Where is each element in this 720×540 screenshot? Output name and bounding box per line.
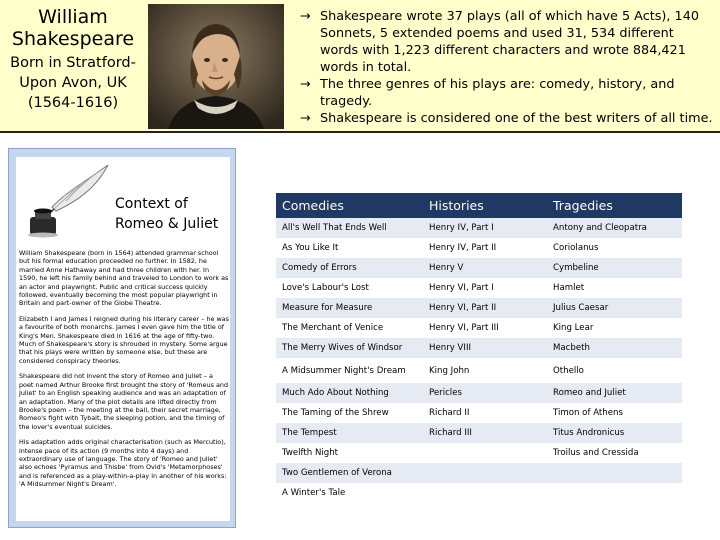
- table-cell: Two Gentlemen of Verona: [276, 463, 423, 483]
- fact-item: [300, 110, 714, 127]
- plays-table-body: [276, 218, 682, 503]
- table-row: [276, 403, 682, 423]
- context-text: [19, 249, 229, 496]
- quill-and-inkwell-icon: [22, 163, 110, 239]
- table-row: [276, 218, 682, 238]
- table-cell: Love's Labour's Lost: [276, 278, 423, 298]
- table-cell: Henry VI, Part I: [423, 278, 547, 298]
- table-cell: The Merry Wives of Windsor: [276, 338, 423, 358]
- birth-line: Born in Stratford-: [10, 55, 136, 71]
- table-cell: Richard III: [423, 423, 547, 443]
- table-cell: Titus Andronicus: [547, 423, 682, 443]
- table-cell: Othello: [547, 358, 682, 383]
- table-cell: The Taming of the Shrew: [276, 403, 423, 423]
- table-cell: The Merchant of Venice: [276, 318, 423, 338]
- context-title-line: Context of: [115, 196, 188, 212]
- table-cell: Pericles: [423, 383, 547, 403]
- column-header-tragedies: Tragedies: [547, 193, 682, 218]
- table-cell: A Midsummer Night's Dream: [276, 358, 423, 383]
- table-row: [276, 258, 682, 278]
- fact-text: The three genres of his plays are: comedy, history, and tragedy.: [320, 77, 675, 109]
- column-header-histories: Histories: [423, 193, 547, 218]
- table-cell: The Tempest: [276, 423, 423, 443]
- table-cell: All's Well That Ends Well: [276, 218, 423, 238]
- arrow-icon: →: [300, 77, 311, 92]
- table-cell: King John: [423, 358, 547, 383]
- arrow-icon: →: [300, 9, 311, 24]
- table-cell: [423, 483, 547, 503]
- table-cell: Timon of Athens: [547, 403, 682, 423]
- plays-table: [276, 193, 682, 503]
- table-cell: [423, 443, 547, 463]
- page-title: [6, 6, 140, 50]
- header-band: [0, 0, 720, 133]
- table-row: [276, 483, 682, 503]
- table-cell: Cymbeline: [547, 258, 682, 278]
- table-row: [276, 278, 682, 298]
- table-row: [276, 338, 682, 358]
- table-cell: Antony and Cleopatra: [547, 218, 682, 238]
- table-cell: Julius Caesar: [547, 298, 682, 318]
- table-cell: King Lear: [547, 318, 682, 338]
- fact-text: Shakespeare is considered one of the best writers of all time.: [320, 111, 713, 126]
- facts-list: [300, 8, 714, 127]
- context-title: [115, 194, 230, 234]
- table-row: [276, 443, 682, 463]
- table-cell: [547, 463, 682, 483]
- table-row: [276, 383, 682, 403]
- context-paragraph: William Shakespeare (born in 1564) attended grammar school but his formal education proceeded no further. In 1582, he married Anne Hathaway and had three children with her. In 1590, he left his family behind and traveled to London to work as an actor and playwright. Public and critical success quickly followed, eventually becoming the most popular playwright in Britain and part-owner of the Globe Theatre.: [19, 249, 229, 308]
- fact-text: Shakespeare wrote 37 plays (all of which have 5 Acts), 140 Sonnets, 5 extended poems and used 31, 534 different words with 1,223 different characters and wrote 884,421 words in total.: [320, 9, 699, 75]
- context-box: [16, 157, 230, 521]
- table-cell: Hamlet: [547, 278, 682, 298]
- birth-line: (1564-1616): [27, 95, 119, 111]
- table-cell: Henry VI, Part III: [423, 318, 547, 338]
- plays-header-row: [276, 193, 682, 218]
- table-row: [276, 298, 682, 318]
- table-cell: Henry V: [423, 258, 547, 278]
- table-row: [276, 358, 682, 383]
- table-cell: A Winter's Tale: [276, 483, 423, 503]
- shakespeare-portrait: [148, 4, 284, 129]
- fact-item: [300, 8, 714, 76]
- context-paragraph: Shakespeare did not invent the story of Romeo and Juliet – a poet named Arthur Brooke first brought the story of 'Romeus and Juliet' to an English speaking audience and was an adaptation of an adaptation. Many of the plot details are lifted directly from Brooke's poem – the meeting at the ball, their secret marriage, Romeo's fight with Tybalt, the sleeping potion, and the timing of the lover's eventual suicides.: [19, 372, 229, 431]
- table-row: [276, 318, 682, 338]
- table-cell: Henry IV, Part I: [423, 218, 547, 238]
- birth-line: Upon Avon, UK: [19, 75, 127, 91]
- table-cell: Henry VIII: [423, 338, 547, 358]
- table-cell: Coriolanus: [547, 238, 682, 258]
- table-row: [276, 423, 682, 443]
- title-line: William: [38, 6, 108, 28]
- table-cell: Henry VI, Part II: [423, 298, 547, 318]
- table-cell: As You Like It: [276, 238, 423, 258]
- context-panel: [8, 148, 236, 528]
- table-cell: Much Ado About Nothing: [276, 383, 423, 403]
- table-cell: Macbeth: [547, 338, 682, 358]
- table-cell: Troilus and Cressida: [547, 443, 682, 463]
- context-title-line: Romeo & Juliet: [115, 216, 219, 232]
- table-cell: Romeo and Juliet: [547, 383, 682, 403]
- table-cell: [547, 483, 682, 503]
- table-cell: Measure for Measure: [276, 298, 423, 318]
- title-line: Shakespeare: [11, 28, 135, 50]
- arrow-icon: →: [300, 111, 311, 126]
- table-row: [276, 238, 682, 258]
- context-paragraph: Elizabeth I and James I reigned during his literary career – he was a favourite of both monarchs. James I even gave him the title of King's Men. Shakespeare died in 1616 at the age of fifty-two. Much of Shakespeare's story is shrouded in mystery. Some argue that his plays were written by someone else, but these are considered conspiracy theories.: [19, 314, 229, 365]
- context-paragraph: His adaptation adds original characterisation (such as Mercutio), intense pace of its action (9 months into 4 days) and extraordinary use of language. The story of 'Romeo and Juliet' also echoes 'Pyramus and Thisbe' from Ovid's 'Metamorphoses' and is referenced as a play-within-a-play in another of his works: 'A Midsummer Night's Dream'.: [19, 438, 227, 489]
- table-cell: [423, 463, 547, 483]
- table-cell: Richard II: [423, 403, 547, 423]
- table-row: [276, 463, 682, 483]
- table-cell: Comedy of Errors: [276, 258, 423, 278]
- fact-item: [300, 76, 714, 110]
- table-cell: Twelfth Night: [276, 443, 423, 463]
- birth-info: [6, 53, 140, 113]
- table-cell: Henry IV, Part II: [423, 238, 547, 258]
- column-header-comedies: Comedies: [276, 193, 423, 218]
